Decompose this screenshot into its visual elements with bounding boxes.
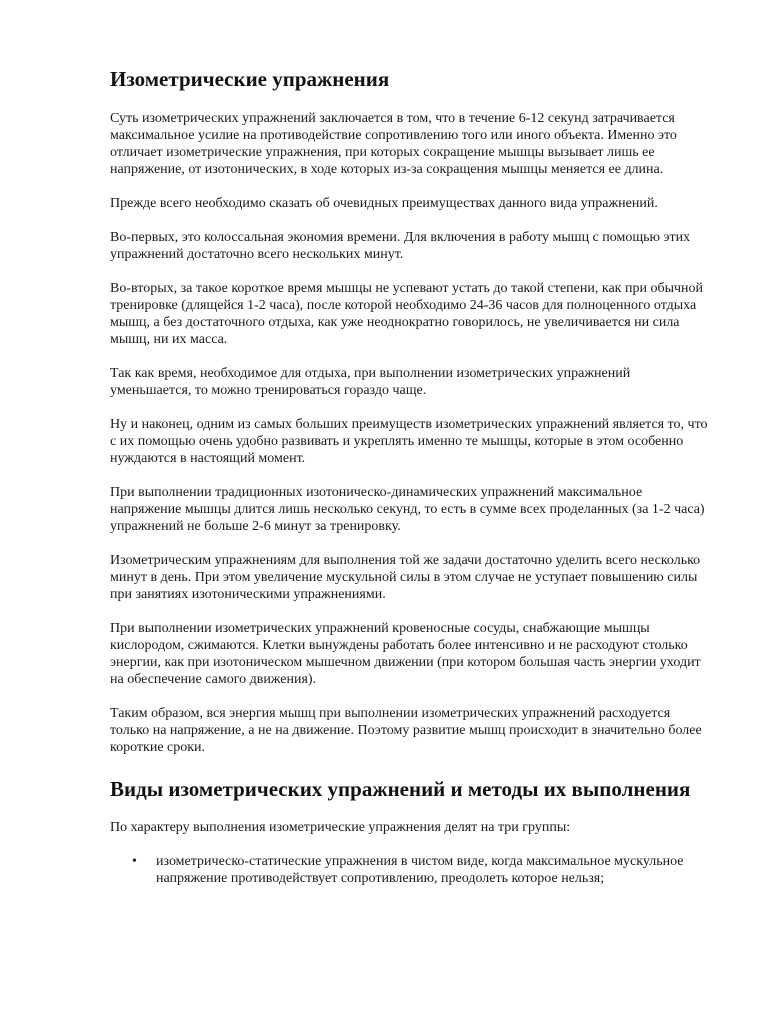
document-page — [110, 66, 710, 887]
paragraph-first-advantage: Во-первых, это колоссальная экономия времени. Для включения в работу мышц с помощью этих упражнений достаточно всего нескольких минут. — [110, 230, 691, 262]
paragraph-essence: Суть изометрических упражнений заключается в том, что в течение 6-12 секунд затрачивается максимальное усилие на противодействие сопротивлению того или иного объекта. Именно это отличает изометрические упражнения, при которых сокращение мышцы вызывает лишь ее напряжение, от изотонических, в ходе которых из-за сокращения мышцы меняется ее длина. — [110, 111, 677, 177]
section-heading-isometric-exercises: Изометрические упражнения — [110, 67, 390, 91]
exercise-groups-list — [110, 853, 710, 887]
list-item — [110, 853, 710, 887]
paragraph-advantages-intro: Прежде всего необходимо сказать об очевидных преимуществах данного вида упражнений. — [110, 196, 658, 211]
paragraph-second-advantage: Во-вторых, за такое короткое время мышцы не успевают устать до такой степени, как при обычной тренировке (длящейся 1-2 часа), после которой необходимо 24-36 часов для полноценного отдыха мышц, а без достаточного отдыха, как уже неоднократно говорилось, не увеличивается ни сила мышц, ни их масса. — [110, 281, 703, 347]
section-heading-types-and-methods: Виды изометрических упражнений и методы их выполнения — [110, 777, 691, 801]
paragraph-targeted-muscles: Ну и наконец, одним из самых больших преимуществ изометрических упражнений является то, что с их помощью очень удобно развивать и укреплять именно те мышцы, которые в этом особенно нуждаются в настоящий момент. — [110, 417, 708, 466]
bullet-icon: • — [132, 854, 137, 869]
paragraph-few-minutes: Изометрическим упражнениям для выполнения той же задачи достаточно уделить всего несколько минут в день. При этом увеличение мускульной силы в этом случае не уступает повышению силы при занятиях изотоническими упражнениями. — [110, 553, 701, 602]
paragraph-rest-time: Так как время, необходимое для отдыха, при выполнении изометрических упражнений уменьшается, то можно тренироваться гораздо чаще. — [110, 366, 631, 398]
paragraph-traditional-exercises: При выполнении традиционных изотоническо-динамических упражнений максимальное напряжение мышцы длится лишь несколько секунд, то есть в сумме всех проделанных (за 1-2 часа) упражнений не больше 2-6 минут за тренировку. — [110, 485, 705, 534]
paragraph-conclusion: Таким образом, вся энергия мышц при выполнении изометрических упражнений расходуется только на напряжение, а не на движение. Поэтому развитие мышц происходит в значительно более короткие сроки. — [110, 706, 702, 755]
paragraph-blood-vessels: При выполнении изометрических упражнений кровеносные сосуды, снабжающие мышцы кислородом, сжимаются. Клетки вынуждены работать более интенсивно и не расходуют столько энергии, как при изотоническом мышечном движении (при котором большая часть энергии уходит на обеспечение самого движения). — [110, 621, 701, 687]
paragraph-three-groups: По характеру выполнения изометрические упражнения делят на три группы: — [110, 820, 571, 835]
list-item-text: изометрическо-статические упражнения в чистом виде, когда максимальное мускульное напряжение противодействует сопротивлению, преодолеть которое нельзя; — [156, 854, 684, 886]
